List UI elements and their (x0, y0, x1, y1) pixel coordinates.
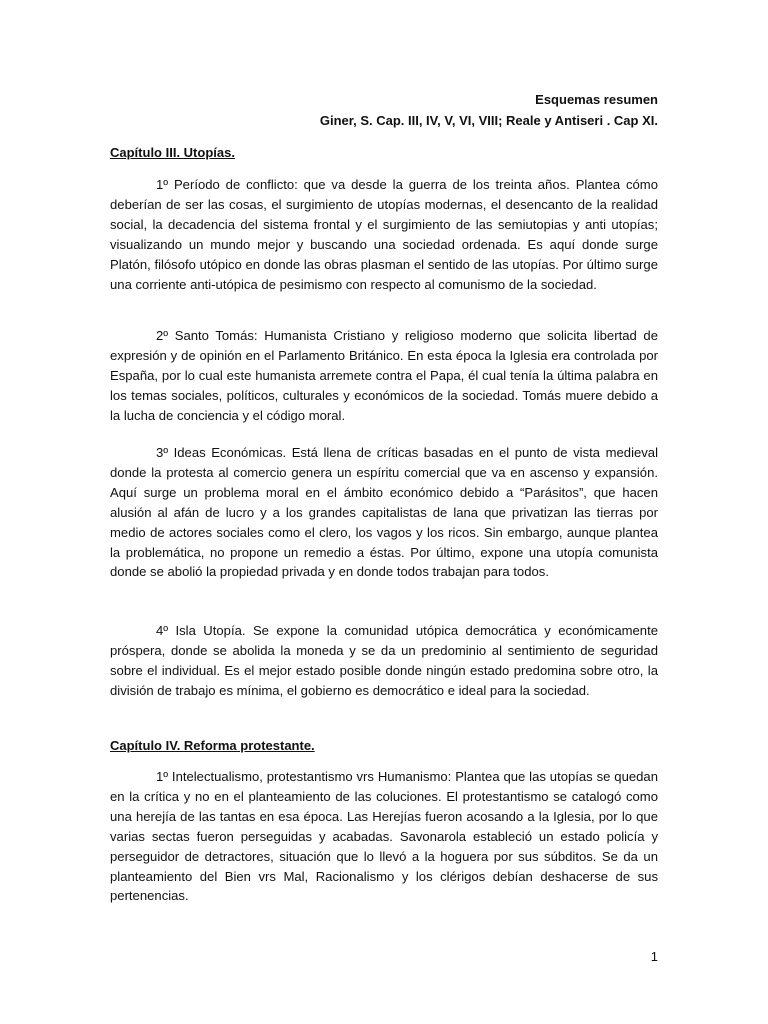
chapter-4-paragraph-1: 1º Intelectualismo, protestantismo vrs Humanismo: Plantea que las utopías se quedan en la crítica y no en el planteamiento de las coluciones. El protestantismo se catalogó como una herejía de las tantas en esa época. Las Herejías fueron acosando a la Iglesia, por lo que varias sectas fueron perseguidas y acabadas. Savonarola estableció un estado policía y perseguidor de detractores, situación que lo llevó a la hoguera por sus súbditos. Se da un planteamiento del Bien vrs Mal, Racionalismo y los clérigos debían deshacerse de sus pertenencias. (110, 769, 658, 904)
document-header (110, 89, 658, 131)
chapter-3-paragraph-2: 2º Santo Tomás: Humanista Cristiano y religioso moderno que solicita libertad de expresión y de opinión en el Parlamento Británico. En esta época la Iglesia era controlada por España, por lo cual este humanista arremete contra el Papa, él cual tenía la última palabra en los temas sociales, políticos, culturales y económicos de la sociedad. Tomás muere debido a la lucha de conciencia y el código moral. (110, 328, 658, 423)
document-subtitle: Giner, S. Cap. III, IV, V, VI, VIII; Reale y Antiseri . Cap XI. (319, 113, 658, 128)
chapter-3-paragraph-1: 1º Período de conflicto: que va desde la guerra de los treinta años. Plantea cómo deberían de ser las cosas, el surgimiento de utopías modernas, el desencanto de la realidad social, la decadencia del sistema frontal y el surgimiento de las semiutopias y anti utopías; visualizando un mundo mejor y buscando una sociedad ordenada. Es aquí donde surge Platón, filósofo utópico en donde las obras plasman el sentido de las utopías. Por último surge una corriente anti-utópica de pesimismo con respecto al comunismo de la sociedad. (110, 177, 658, 292)
chapter-3-heading: Capítulo III. Utopías. (110, 145, 235, 160)
chapter-4-heading: Capítulo IV. Reforma protestante. (110, 738, 315, 753)
chapter-3-paragraph-3: 3º Ideas Económicas. Está llena de críticas basadas en el punto de vista medieval donde la protesta al comercio genera un espíritu comercial que va en ascenso y expansión. Aquí surge un problema moral en el ámbito económico debido a “Parásitos”, que hacen alusión al afán de lucro y a los grandes capitalistas de lana que privatizan las tierras por medio de actores sociales como el clero, los vagos y los ricos. Sin embargo, aunque plantea la problemática, no propone un remedio a éstas. Por último, expone una utopía comunista donde se abolió la propiedad privada y en donde todos trabajan para todos. (110, 445, 658, 580)
document-title: Esquemas resumen (535, 92, 658, 107)
chapter-3-paragraph-4: 4º Isla Utopía. Se expone la comunidad utópica democrática y económicamente próspera, donde se abolida la moneda y se da un predominio al sentimiento de seguridad sobre el individual. Es el mejor estado posible donde ningún estado predomina sobre otro, la división de trabajo es mínima, el gobierno es democrático e ideal para la sociedad. (110, 623, 658, 698)
page-number: 1 (650, 949, 658, 964)
